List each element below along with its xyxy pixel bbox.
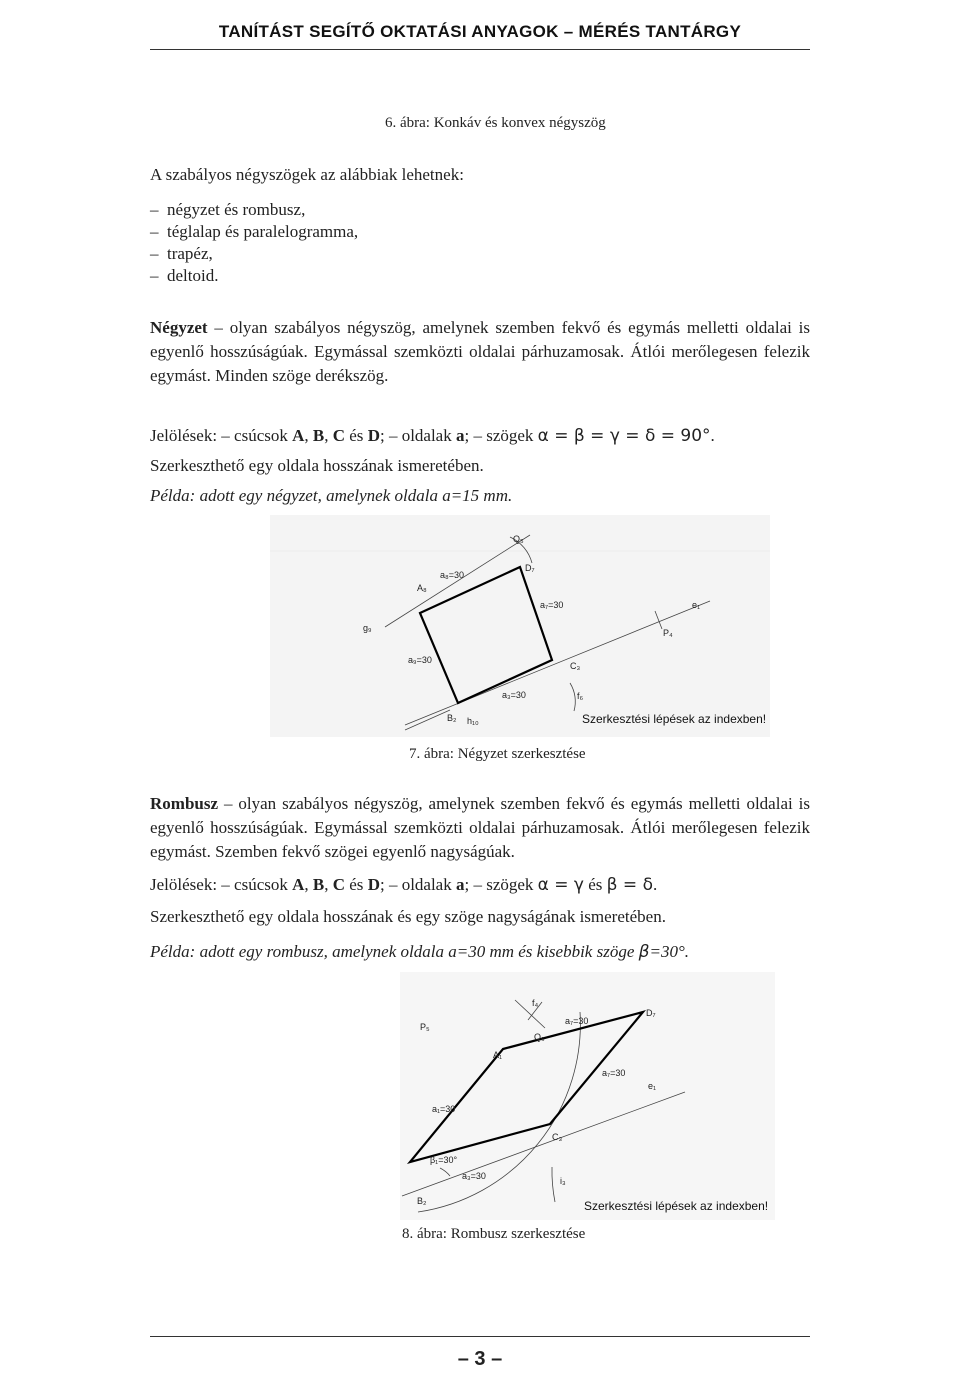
label-beta: β₁=30° <box>430 1155 458 1165</box>
square-example: Példa: adott egy négyzet, amelynek oldala a=15 mm. <box>150 486 513 505</box>
page-header: TANÍTÁST SEGÍTŐ OKTATÁSI ANYAGOK – MÉRÉS TANTÁRGY <box>218 22 742 41</box>
list-item: – trapéz, <box>150 244 213 263</box>
label-p: P₄ <box>663 628 673 638</box>
label-q: Q₅ <box>513 534 524 544</box>
label-q: Q₆ <box>534 1032 545 1042</box>
square-constructible: Szerkeszthető egy oldala hosszának ismeretében. <box>150 456 484 475</box>
intro-text: A szabályos négyszögek az alábbiak lehetnek: <box>150 165 464 184</box>
figure-note: Szerkesztési lépések az indexben! <box>582 712 767 726</box>
square-construction-figure <box>270 515 770 737</box>
label-p: P₅ <box>420 1022 430 1032</box>
label-d: D₇ <box>646 1008 656 1018</box>
label-h: h₁₀ <box>467 716 479 726</box>
label-side-bottom: a₃=30 <box>502 690 526 700</box>
label-side-right: a₇=30 <box>540 600 564 610</box>
label-a: A₈ <box>417 583 427 593</box>
label-side-left: a₁=30 <box>432 1104 456 1114</box>
label-side-right: a₇=30 <box>602 1068 626 1078</box>
rhombus-notation: Jelölések: – csúcsok A, B, C és D; – oldalak a; – szögek α = γ és β = δ. <box>150 875 658 895</box>
rhombus-construction-figure <box>400 972 775 1220</box>
figure-7-caption: 7. ábra: Négyzet szerkesztése <box>409 746 586 762</box>
figure-8-caption: 8. ábra: Rombusz szerkesztése <box>402 1226 586 1242</box>
label-a: A₁ <box>493 1050 503 1060</box>
label-e: e₁ <box>648 1081 657 1091</box>
label-side-bottom: a₃=30 <box>462 1171 486 1181</box>
list-item: – deltoid. <box>150 266 219 285</box>
label-i: i₃ <box>560 1176 566 1186</box>
label-e: e₁ <box>692 600 701 610</box>
figure-note: Szerkesztési lépések az indexben! <box>584 1199 769 1213</box>
label-b: B₂ <box>417 1196 427 1206</box>
figure-background <box>400 972 775 1220</box>
rhombus-constructible: Szerkeszthető egy oldala hosszának és egy szöge nagyságának ismeretében. <box>150 907 666 926</box>
list-item: – téglalap és paralelogramma, <box>150 222 359 241</box>
figure-6-caption: 6. ábra: Konkáv és konvex négyszög <box>385 115 606 131</box>
rhombus-example: Példa: adott egy rombusz, amelynek oldala a=30 mm és kisebbik szöge β=30°. <box>150 942 690 962</box>
footer-divider <box>150 1336 810 1337</box>
figure-background <box>270 515 770 737</box>
square-definition: Négyzet – olyan szabályos négyszög, amelynek szemben fekvő és egymás melletti oldalai is egyenlő hosszúságúak. Egymással szemközti oldalai párhuzamosak. Átlói merőlegesen felezik egymást. Minden szöge derékszög. <box>150 318 810 385</box>
label-g: g₉ <box>363 623 372 633</box>
label-c: C₃ <box>552 1132 563 1142</box>
page-number: – 3 – <box>457 1348 503 1370</box>
header-divider <box>150 49 810 50</box>
rhombus-definition: Rombusz – olyan szabályos négyszög, amelynek szemben fekvő és egymás melletti oldalai is egyenlő hosszúságúak. Egymással szemközti oldalai párhuzamosak. Átlói merőlegesen felezik egymást. Szemben fekvő szögei egyenlő nagyságúak. <box>150 794 810 861</box>
label-side-top: a₈=30 <box>440 570 465 580</box>
list-item: – négyzet és rombusz, <box>150 200 306 219</box>
label-f: f₄ <box>532 998 539 1008</box>
label-side-top: a₇=30 <box>565 1016 589 1026</box>
label-b: B₂ <box>447 713 457 723</box>
label-side-left: a₉=30 <box>408 655 432 665</box>
label-f: f₆ <box>577 691 584 701</box>
label-d: D₇ <box>525 563 535 573</box>
square-notation: Jelölések: – csúcsok A, B, C és D; – oldalak a; – szögek α = β = γ = δ = 90°. <box>150 426 715 446</box>
label-c: C₃ <box>570 661 581 671</box>
